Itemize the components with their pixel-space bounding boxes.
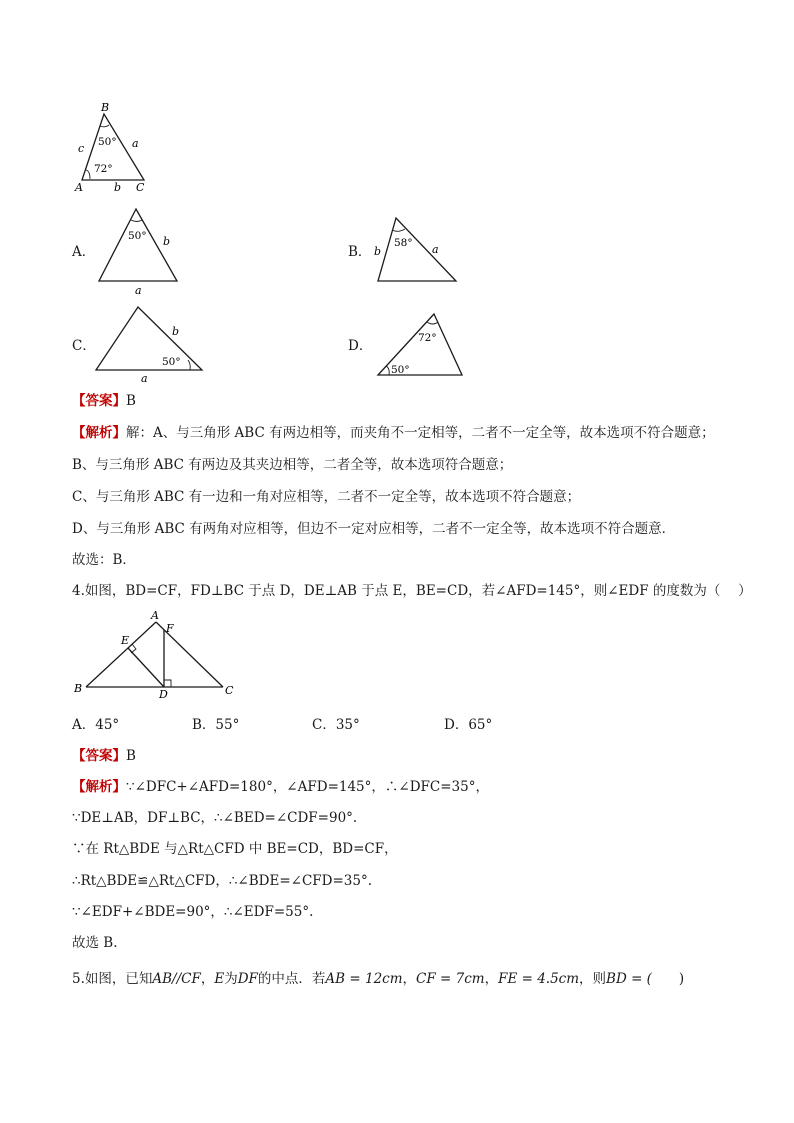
q4-stem: 4.如图，BD=CF，FD⊥BC 于点 D，DE⊥AB 于点 E，BE=CD，若∠AFD=145°，则∠EDF 的度数为（ ） (72, 583, 752, 599)
angle-a-label: 72° (94, 163, 113, 175)
q3-analysis-line-1 (72, 424, 715, 442)
option-a-side-b: b (163, 235, 171, 248)
angle-arc-b (100, 125, 109, 127)
q5-sep-f: ，则 (579, 971, 607, 987)
option-a-angle: 50° (128, 230, 147, 242)
q4-choice-c: C．35° (312, 717, 360, 733)
option-d-letter: D． (348, 338, 373, 354)
vertex-b-label: B (74, 682, 83, 695)
q5-prefix: 5.如图，已知 (72, 971, 153, 987)
q5-stem (72, 970, 684, 988)
side-c-label: c (78, 142, 85, 155)
option-a-angle-arc (131, 220, 142, 222)
q4-choice-d: D．65° (444, 717, 493, 733)
q3-analysis-line-2: B、与三角形 ABC 有两边及其夹边相等，二者全等，故本选项符合题意； (72, 457, 513, 473)
option-d-angle-left: 50° (391, 364, 410, 376)
option-d-angle-top: 72° (418, 332, 437, 344)
q4-choice-a: A．45° (72, 717, 120, 733)
q4-analysis-line-5: ∵∠EDF+∠BDE=90°，∴∠EDF=55°. (72, 904, 314, 920)
q3-analysis-line-4: D、与三角形 ABC 有两角对应相等，但边不一定对应相等，二者不一定全等，故本选项不符合题意． (72, 521, 676, 537)
q5-cf-value: CF = 7cm (416, 971, 485, 987)
angle-b-label: 50° (98, 136, 117, 148)
option-d-angle-arc-left (386, 366, 389, 375)
option-c-angle-arc (188, 360, 190, 370)
option-b-side-a: a (432, 243, 439, 256)
q3-analysis-text-1: 解：A、与三角形 ABC 有两边相等，而夹角不一定相等，二者不一定全等，故本选项不符合题意； (126, 425, 715, 441)
angle-arc-a (86, 170, 90, 179)
q4-choice-b: B．55° (192, 717, 240, 733)
side-a-label: a (132, 137, 139, 150)
q5-sep-e: ， (484, 971, 499, 987)
vertex-c-label: C (136, 181, 145, 194)
q4-analysis-line-3: ∵在 Rt△BDE 与△Rt△CFD 中 BE=CD，BD=CF， (72, 841, 398, 857)
q4-conclusion: 故选 B. (72, 935, 118, 951)
segment-ba (86, 622, 156, 687)
option-b-angle-arc (392, 229, 405, 231)
option-c-triangle (96, 307, 202, 370)
q4-analysis-line-4: ∴Rt△BDE≌△Rt△CFD，∴∠BDE=∠CFD=35°. (72, 873, 373, 889)
option-c-letter: C． (72, 338, 96, 354)
option-d-angle-arc-top (427, 322, 438, 324)
q3-answer-tag: 【答案】 (72, 393, 126, 409)
q4-analysis-line-2: ∵DE⊥AB，DF⊥BC，∴∠BED=∠CDF=90°. (72, 810, 358, 826)
q4-answer (72, 747, 136, 765)
option-a-letter: A． (72, 244, 96, 260)
q5-point-e: E (214, 971, 225, 987)
q5-ab-value: AB = 12cm (325, 971, 403, 987)
option-a-side-a: a (135, 284, 142, 297)
q4-answer-tag: 【答案】 (72, 748, 126, 764)
q4-analysis-text-1: ∵∠DFC+∠AFD=180°，∠AFD=145°，∴∠DFC=35°， (126, 779, 489, 795)
reference-triangle-figure (72, 100, 162, 196)
option-c-figure (92, 302, 206, 384)
option-a-figure (94, 205, 184, 297)
side-b-label: b (114, 181, 122, 194)
option-c-side-a: a (141, 372, 148, 384)
vertex-a-label: A (75, 181, 83, 194)
option-b-angle: 58° (394, 237, 413, 249)
option-b-side-b: b (374, 245, 382, 258)
q5-sep-d: ， (402, 971, 417, 987)
q5-fe-value: FE = 4.5cm (498, 971, 580, 987)
q5-ab-cf: AB//CF (152, 971, 201, 987)
vertex-e-label: E (121, 634, 130, 647)
q4-figure (70, 608, 240, 700)
q3-answer-value: B (126, 393, 136, 409)
q3-analysis-tag: 【解析】 (72, 425, 126, 441)
vertex-b-label: B (101, 101, 110, 114)
vertex-a-label: A (151, 609, 159, 622)
option-b-figure (370, 212, 462, 286)
q4-answer-value: B (126, 748, 136, 764)
option-b-letter: B． (348, 244, 372, 260)
vertex-f-label: F (166, 622, 174, 635)
q4-analysis-line-1 (72, 778, 489, 796)
vertex-d-label: D (159, 688, 168, 700)
vertex-c-label: C (225, 684, 234, 697)
right-angle-mark-d (164, 680, 171, 687)
segment-ed (128, 648, 164, 687)
q5-tail: ) (651, 971, 685, 987)
q5-sep-a: ， (200, 971, 215, 987)
q3-answer (72, 392, 136, 410)
q4-analysis-tag: 【解析】 (72, 779, 126, 795)
q3-conclusion: 故选：B． (72, 552, 136, 568)
q5-bd: BD = ( (606, 971, 652, 987)
option-c-angle: 50° (162, 356, 181, 368)
q5-segment-df: DF (237, 971, 258, 987)
option-b-triangle (378, 218, 456, 281)
option-d-figure (372, 310, 466, 380)
q3-analysis-line-3: C、与三角形 ABC 有一边和一角对应相等，二者不一定全等，故本选项不符合题意； (72, 489, 581, 505)
option-c-side-b: b (172, 325, 180, 338)
q5-sep-c: 的中点．若 (257, 971, 326, 987)
q5-sep-b: 为 (224, 971, 238, 987)
